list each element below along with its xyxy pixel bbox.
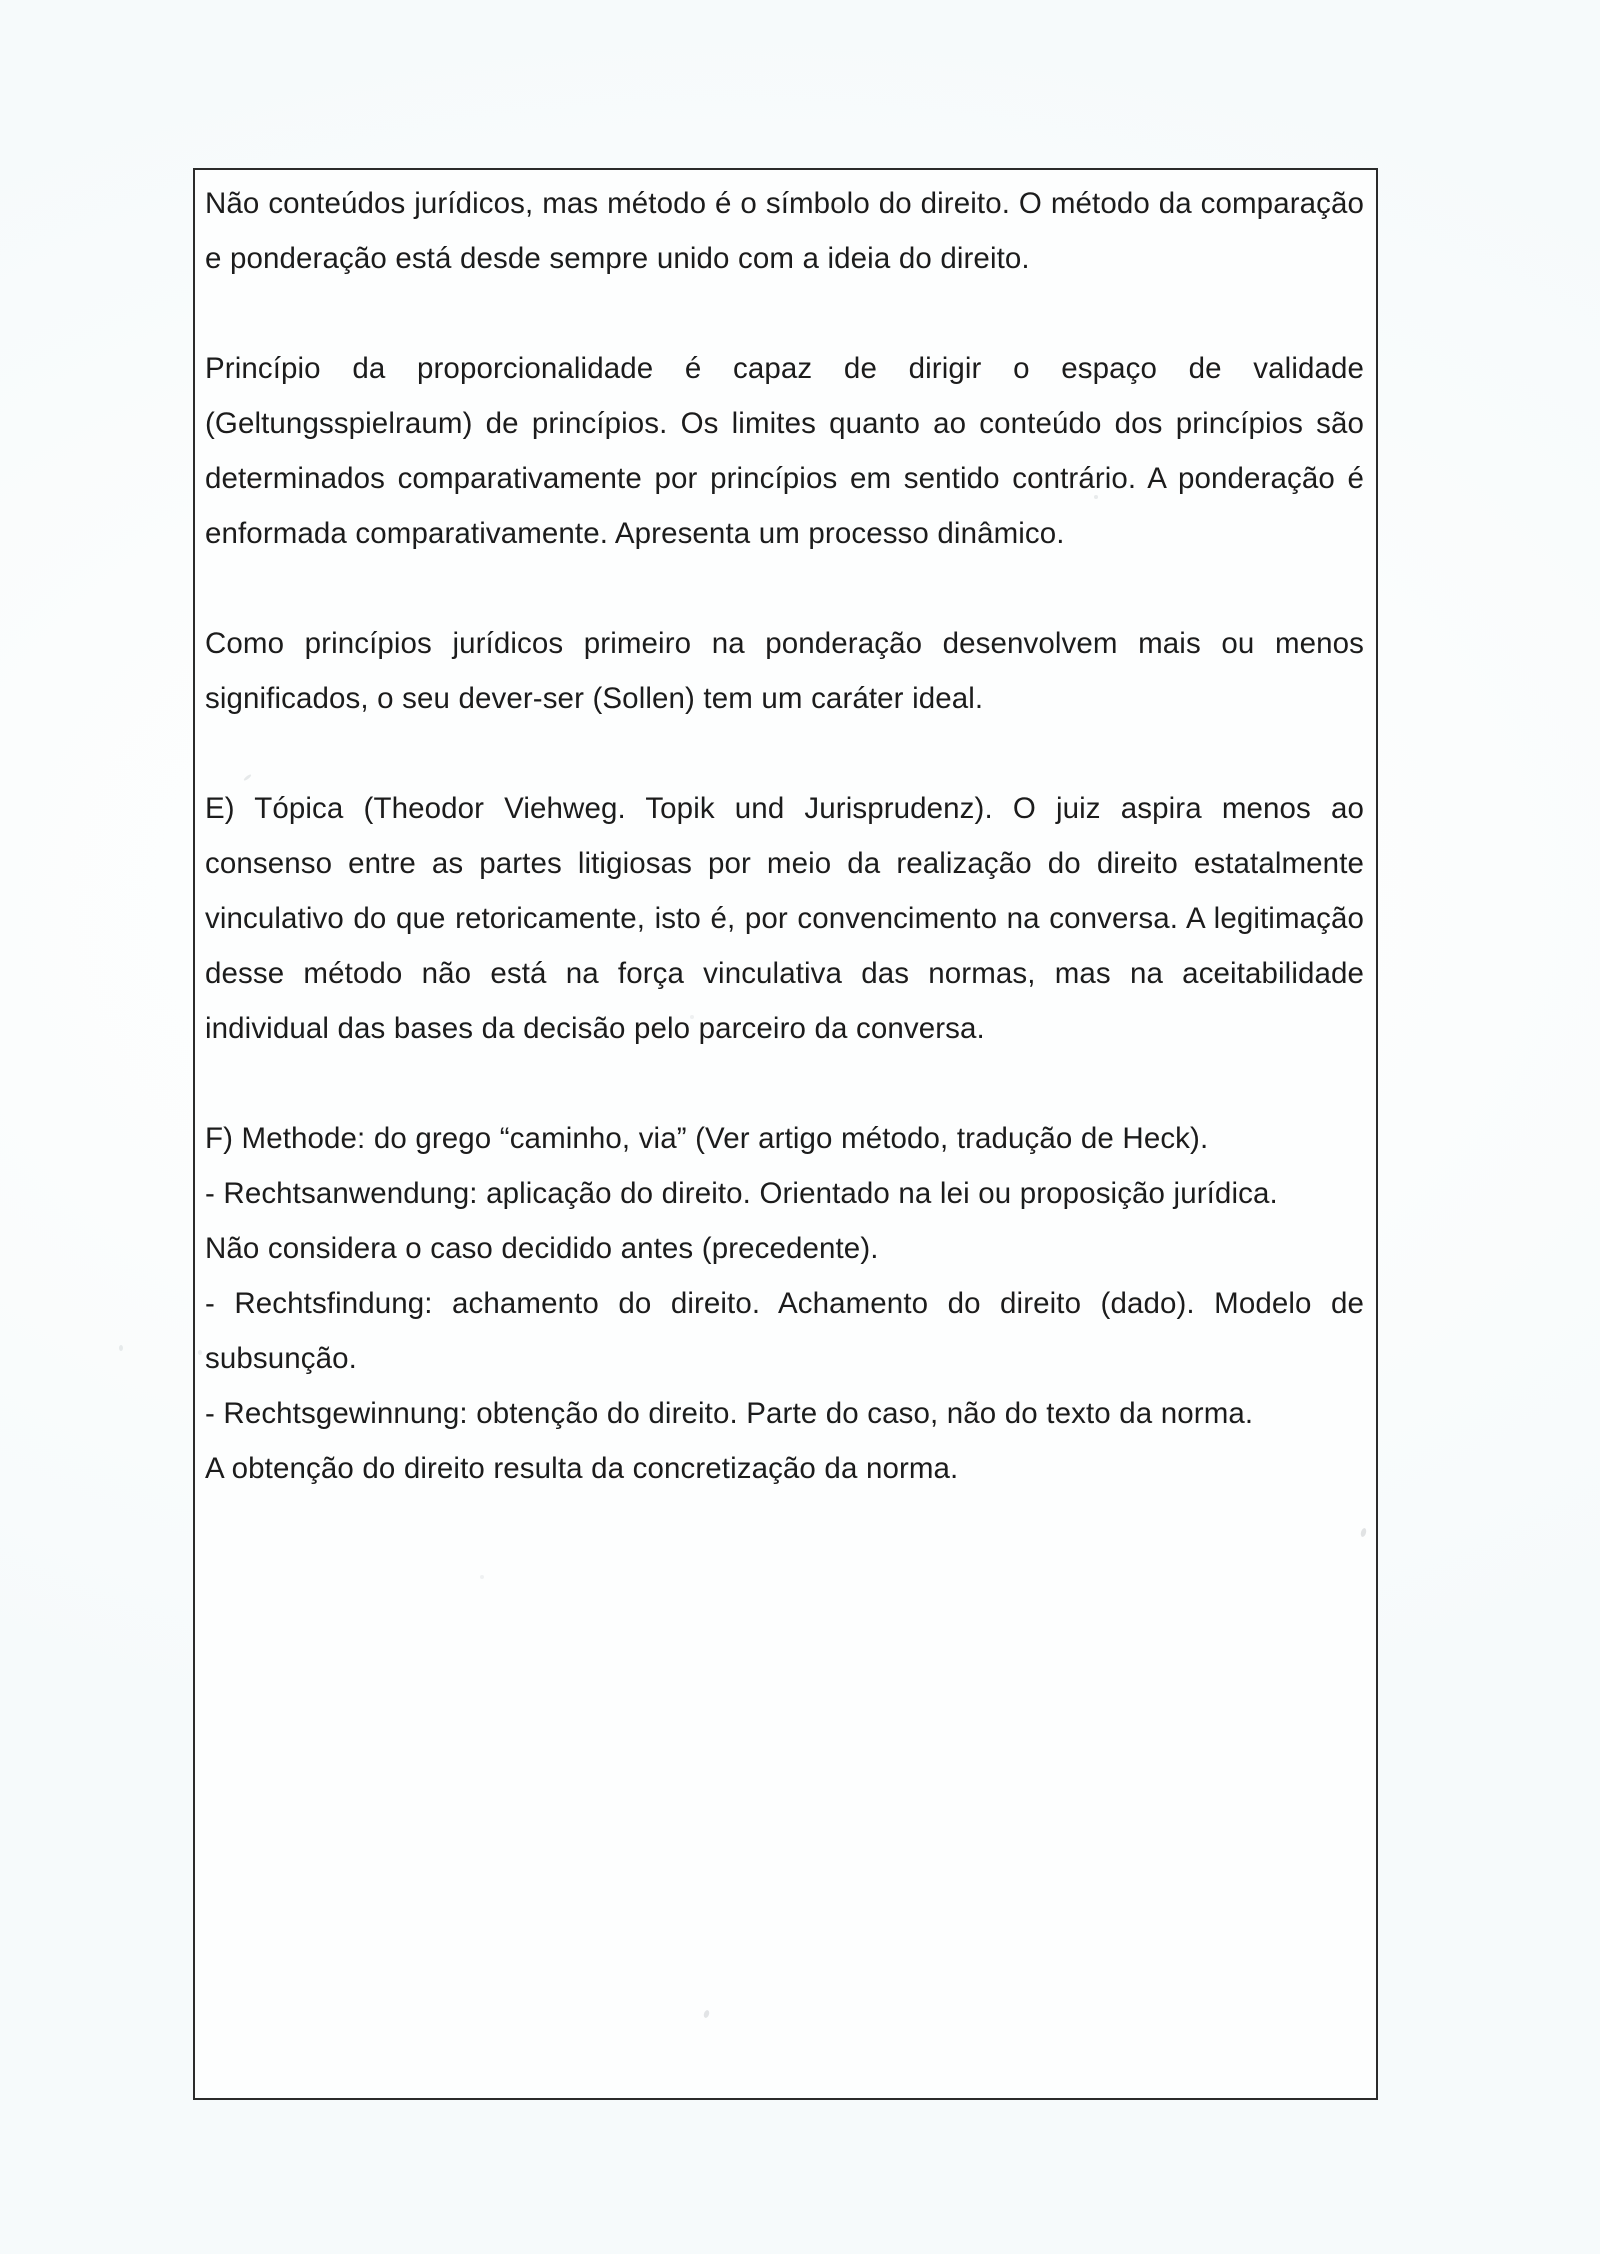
paragraph-4-topica: E) Tópica (Theodor Viehweg. Topik und Jurisprudenz). O juiz aspira menos ao consenso entre as partes litigiosas por meio da realização do direito estatalmente vinculativo do que retoricamente, isto é, por convencimento na conversa. A legitimação desse método não está na força vinculativa das normas, mas na aceitabilidade individual das bases da decisão pelo parceiro da conversa. bbox=[205, 792, 1364, 1045]
methode-line-rechtsanwendung: - Rechtsanwendung: aplicação do direito. Orientado na lei ou proposição jurídica. bbox=[205, 1177, 1278, 1210]
paragraph-5-methode-block bbox=[205, 1111, 1364, 1496]
paragraph-1: Não conteúdos jurídicos, mas método é o símbolo do direito. O método da comparação e ponderação está desde sempre unido com a ideia do direito. bbox=[205, 187, 1364, 275]
methode-line-precedente: Não considera o caso decidido antes (precedente). bbox=[205, 1232, 879, 1265]
methode-line-heading: F) Methode: do grego “caminho, via” (Ver artigo método, tradução de Heck). bbox=[205, 1122, 1209, 1155]
methode-line-rechtsgewinnung: - Rechtsgewinnung: obtenção do direito. Parte do caso, não do texto da norma. bbox=[205, 1397, 1254, 1430]
scan-speck-icon bbox=[119, 1345, 123, 1351]
methode-line-concretizacao: A obtenção do direito resulta da concretização da norma. bbox=[205, 1452, 959, 1485]
paragraph-3: Como princípios jurídicos primeiro na ponderação desenvolvem mais ou menos significados, o seu dever-ser (Sollen) tem um caráter ideal. bbox=[205, 627, 1364, 715]
methode-line-rechtsfindung: - Rechtsfindung: achamento do direito. Achamento do direito (dado). Modelo de subsunção. bbox=[205, 1287, 1364, 1375]
paragraph-2: Princípio da proporcionalidade é capaz de dirigir o espaço de validade (Geltungsspielraum) de princípios. Os limites quanto ao conteúdo dos princípios são determinados comparativamente por princípios em sentido contrário. A ponderação é enformada comparativamente. Apresenta um processo dinâmico. bbox=[205, 352, 1364, 550]
document-text-body bbox=[205, 176, 1370, 1496]
